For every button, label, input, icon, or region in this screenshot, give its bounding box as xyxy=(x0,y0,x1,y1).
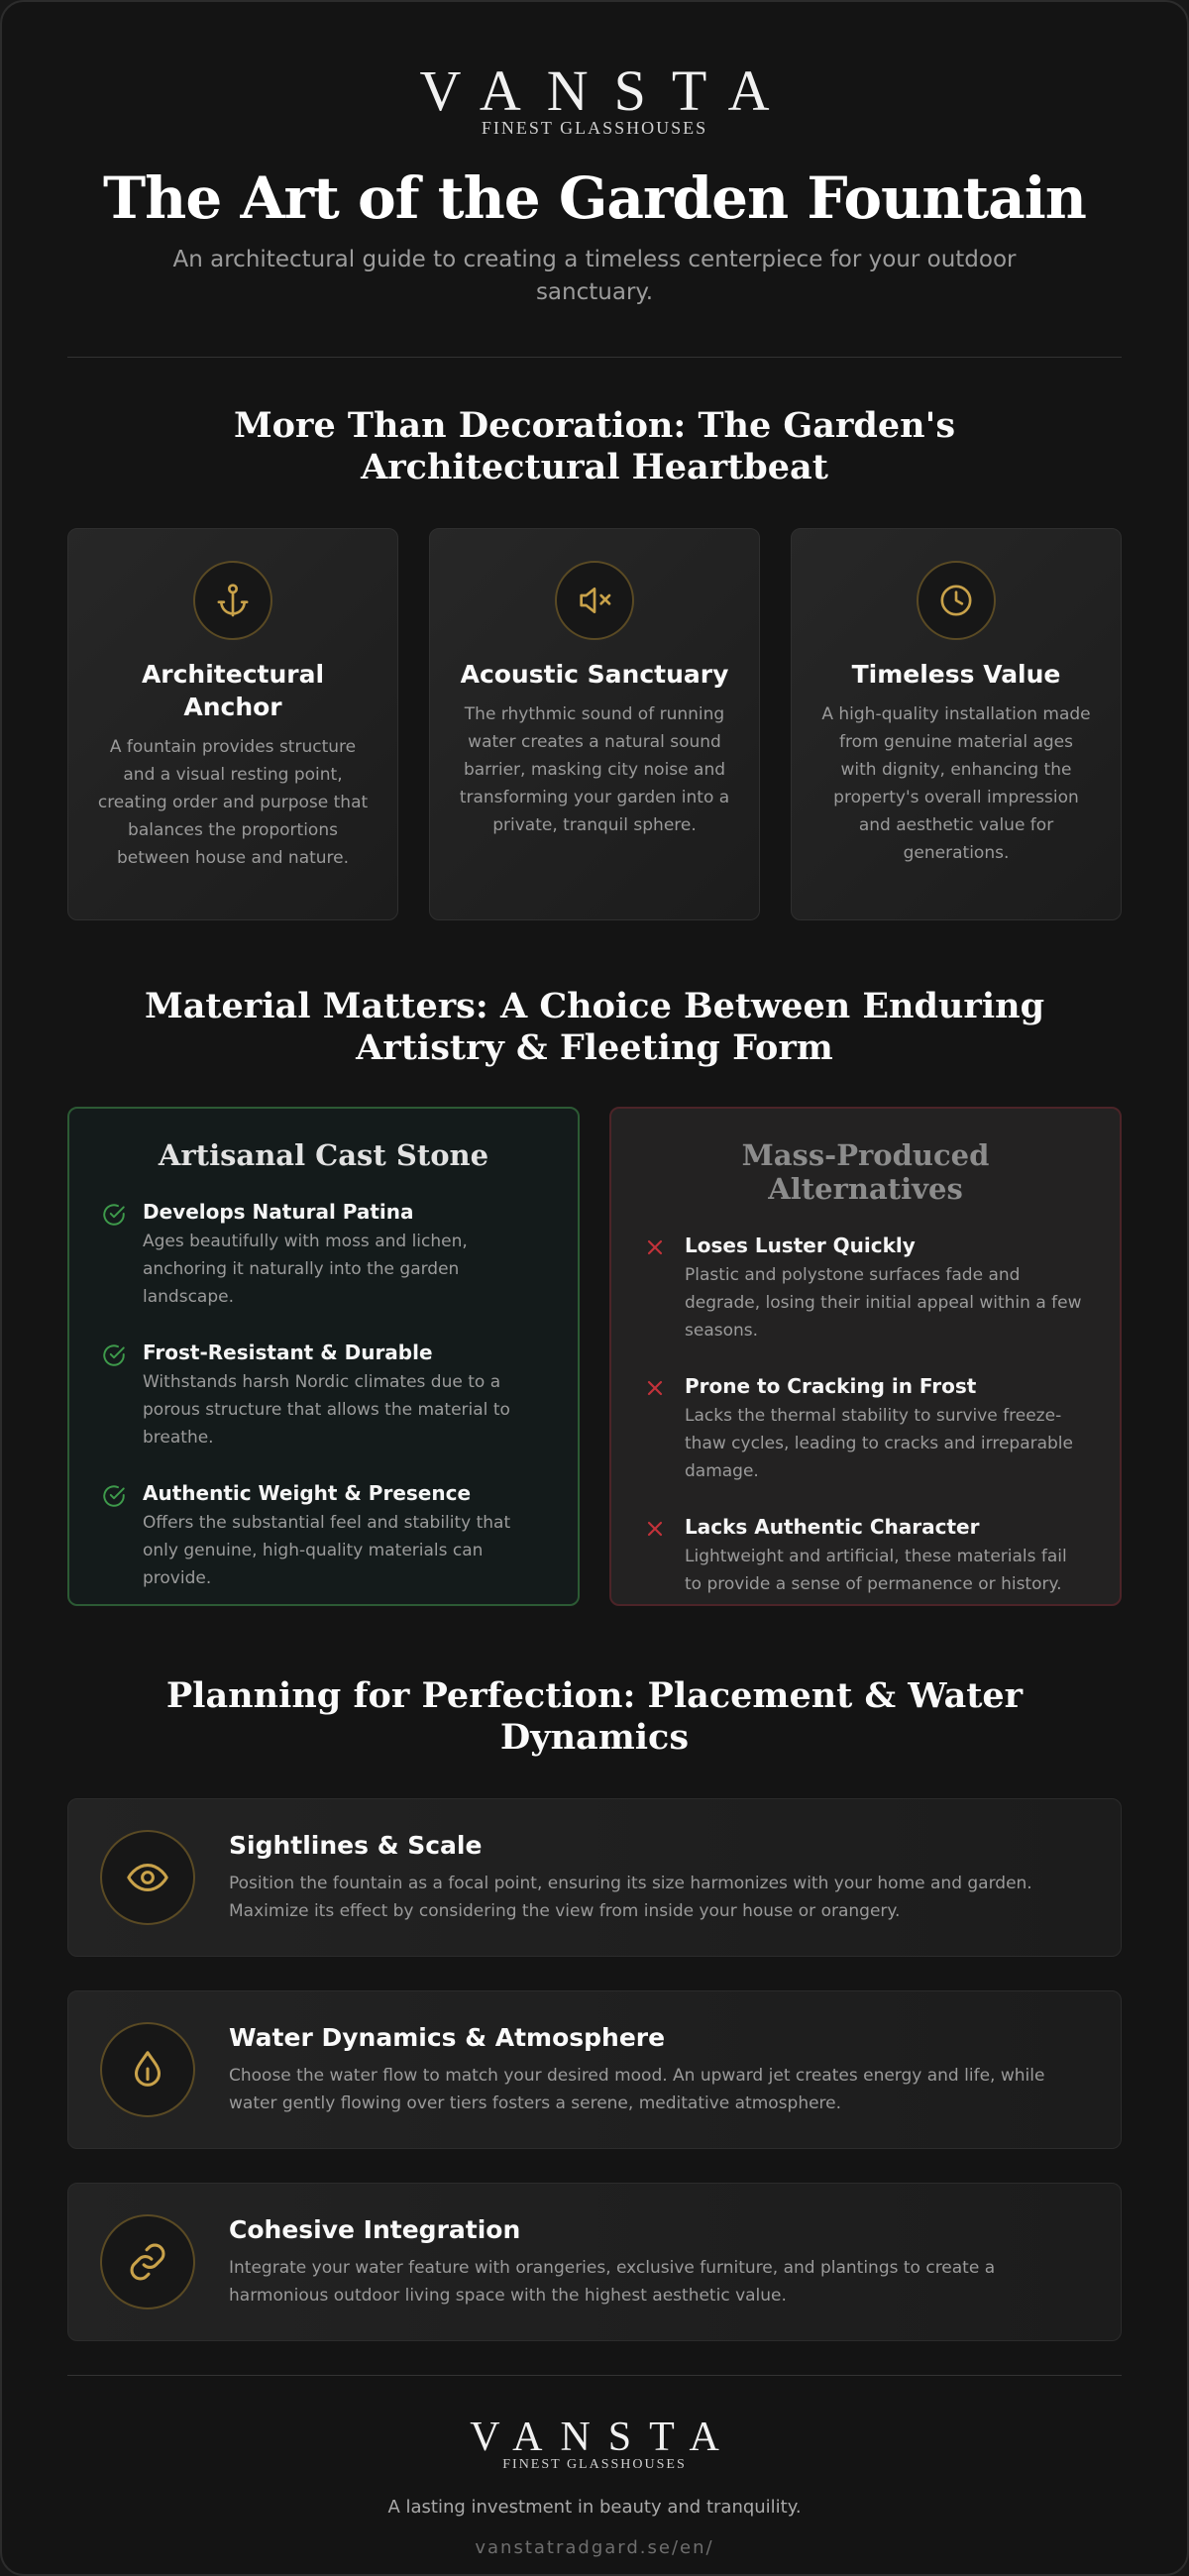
point-text: Offers the substantial feel and stability that only genuine, high-quality materials can provide. xyxy=(143,1513,511,1588)
step-text: Integrate your water feature with orangeries, exclusive furniture, and plantings to create a harmonious outdoor living space with the highest aesthetic value. xyxy=(229,2257,996,2306)
speaker-muted-icon xyxy=(555,561,634,640)
x-mark-icon xyxy=(643,1234,685,1344)
planning-steps xyxy=(67,1798,1122,2341)
footer-brand-logo: VANSTA xyxy=(470,2415,737,2460)
footer-brand-subtitle: FINEST GLASSHOUSES xyxy=(502,2457,687,2472)
list-item xyxy=(643,1374,1088,1485)
list-item xyxy=(101,1341,546,1451)
footer-tagline: A lasting investment in beauty and tranquility. xyxy=(387,2497,802,2518)
step-title: Water Dynamics & Atmosphere xyxy=(229,2022,666,2052)
page-header xyxy=(67,2,1122,309)
column-title: Artisanal Cast Stone xyxy=(158,1138,489,1172)
section-title-planning: Planning for Perfection: Placement & Water Dynamics xyxy=(165,1675,1024,1758)
step-text: Position the fountain as a focal point, ensuring its size harmonizes with your home and garden. Maximize its effect by considering the view from inside your house or orangery. xyxy=(229,1873,1032,1921)
step-title: Cohesive Integration xyxy=(229,2214,521,2244)
link-icon xyxy=(100,2214,195,2309)
point-title: Loses Luster Quickly xyxy=(685,1234,916,1257)
card-architectural-anchor xyxy=(67,528,398,920)
water-drop-icon xyxy=(100,2022,195,2117)
card-title: Acoustic Sanctuary xyxy=(460,660,729,689)
list-item xyxy=(643,1234,1088,1344)
page-title: The Art of the Garden Fountain xyxy=(103,164,1086,232)
card-timeless-value xyxy=(791,528,1122,920)
page-subtitle: An architectural guide to creating a timeless centerpiece for your outdoor sanctuary. xyxy=(172,247,1017,305)
brand-subtitle: FINEST GLASSHOUSES xyxy=(481,118,708,138)
card-text: A fountain provides structure and a visual resting point, creating order and purpose that balances the proportions between house and nature. xyxy=(97,737,369,868)
pillar-cards xyxy=(67,528,1122,920)
divider xyxy=(67,357,1122,358)
check-circle-icon xyxy=(101,1341,143,1451)
anchor-icon xyxy=(193,561,272,640)
step-text: Choose the water flow to match your desired mood. An upward jet creates energy and life, while water gently flowing over tiers fosters a serene, meditative atmosphere. xyxy=(229,2065,1045,2113)
point-text: Ages beautifully with moss and lichen, anchoring it naturally into the garden landscape. xyxy=(143,1232,468,1307)
point-text: Withstands harsh Nordic climates due to a porous structure that allows the material to breathe. xyxy=(143,1372,510,1448)
check-circle-icon xyxy=(101,1200,143,1311)
column-mass-produced xyxy=(609,1107,1122,1606)
list-item xyxy=(643,1515,1088,1598)
x-mark-icon xyxy=(643,1374,685,1485)
section-title-material: Material Matters: A Choice Between Enduring Artistry & Fleeting Form xyxy=(144,986,1045,1068)
point-title: Lacks Authentic Character xyxy=(685,1515,980,1539)
card-title: Timeless Value xyxy=(851,660,1061,689)
column-title: Mass-Produced Alternatives xyxy=(741,1138,990,1206)
card-text: The rhythmic sound of running water creates a natural sound barrier, masking city noise and transforming your garden into a private, tranquil sphere. xyxy=(459,704,730,835)
step-cohesive-integration xyxy=(67,2183,1122,2341)
section-title-decoration: More Than Decoration: The Garden's Architectural Heartbeat xyxy=(233,405,956,487)
check-circle-icon xyxy=(101,1481,143,1592)
list-item xyxy=(101,1200,546,1311)
website-link[interactable]: vanstatradgard.se/en/ xyxy=(475,2537,714,2558)
brand-logo: VANSTA xyxy=(419,58,796,123)
card-acoustic-sanctuary xyxy=(429,528,760,920)
step-title: Sightlines & Scale xyxy=(229,1830,483,1860)
point-title: Authentic Weight & Presence xyxy=(143,1481,472,1505)
card-title: Architectural Anchor xyxy=(141,660,325,721)
step-sightlines xyxy=(67,1798,1122,1957)
page-footer xyxy=(67,2375,1122,2558)
point-title: Prone to Cracking in Frost xyxy=(685,1374,977,1398)
step-water-dynamics xyxy=(67,1990,1122,2149)
point-title: Develops Natural Patina xyxy=(143,1200,414,1224)
card-text: A high-quality installation made from genuine material ages with dignity, enhancing the property's overall impression and aesthetic value for generations. xyxy=(821,704,1091,863)
eye-icon xyxy=(100,1830,195,1925)
point-text: Lightweight and artificial, these materials fail to provide a sense of permanence or history. xyxy=(685,1547,1067,1594)
material-comparison xyxy=(67,1107,1122,1606)
column-cast-stone xyxy=(67,1107,580,1606)
list-item xyxy=(101,1481,546,1592)
clock-icon xyxy=(917,561,996,640)
point-text: Plastic and polystone surfaces fade and degrade, losing their initial appeal within a few seasons. xyxy=(685,1265,1082,1341)
point-text: Lacks the thermal stability to survive freeze-thaw cycles, leading to cracks and irreparable damage. xyxy=(685,1406,1073,1481)
point-title: Frost-Resistant & Durable xyxy=(143,1341,433,1364)
x-mark-icon xyxy=(643,1515,685,1598)
